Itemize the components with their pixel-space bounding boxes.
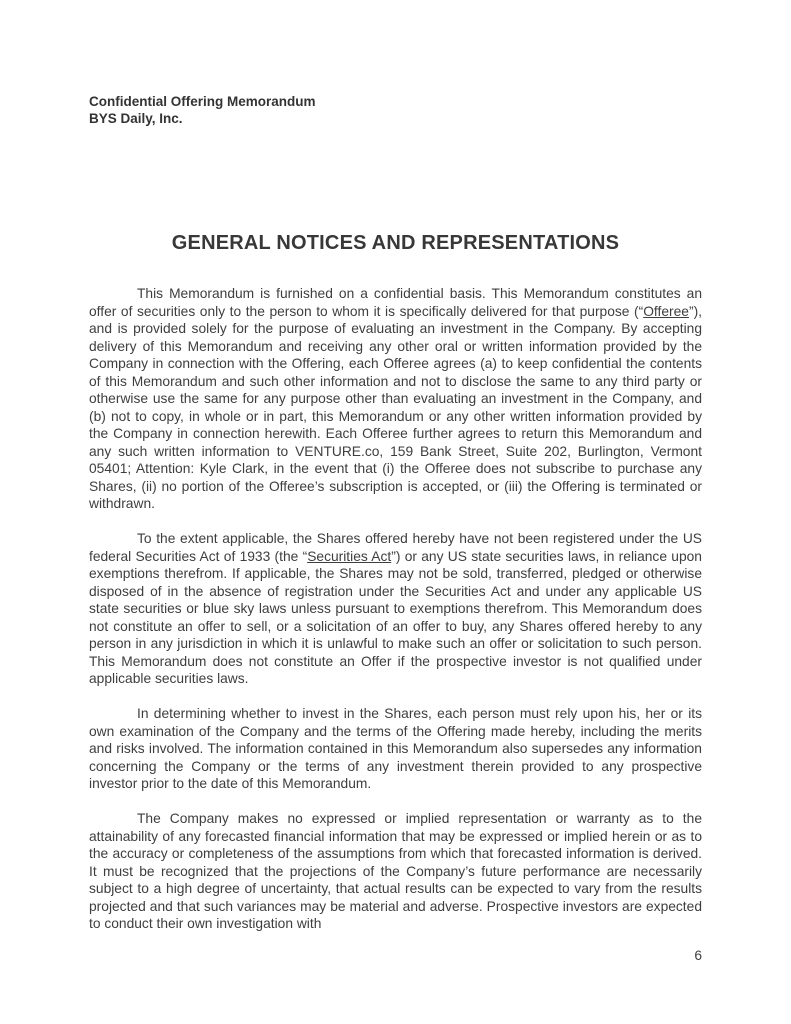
underlined-defined-term: Securities Act xyxy=(307,548,392,564)
paragraph xyxy=(89,530,702,688)
underlined-defined-term: Offeree xyxy=(643,303,689,319)
document-header xyxy=(89,93,702,127)
paragraph xyxy=(89,810,702,933)
header-memorandum-label: Confidential Offering Memorandum xyxy=(89,94,316,109)
document-body xyxy=(89,285,702,933)
page-title: GENERAL NOTICES AND REPRESENTATIONS xyxy=(171,232,620,254)
page-number: 6 xyxy=(694,948,702,963)
text-run: ”) or any US state securities laws, in reliance upon exemptions therefrom. If applicable, the Shares may not be sold, transferred, pledged or otherwise disposed of in the absence of registration under the Securities Act and under any applicable US state securities or blue sky laws unless pursuant to exemptions therefrom. This Memorandum does not constitute an offer to sell, or a solicitation of an offer to buy, any Shares offered hereby to any person in any jurisdiction in which it is unlawful to make such an offer or solicitation to such person. This Memorandum does not constitute an Offer if the prospective investor is not qualified under applicable securities laws. xyxy=(89,548,702,686)
paragraph xyxy=(89,285,702,513)
paragraph xyxy=(89,705,702,793)
text-run: ”), and is provided solely for the purpose of evaluating an investment in the Company. By accepting delivery of this Memorandum and receiving any other oral or written information provided by the Company in connection with the Offering, each Offeree agrees (a) to keep confidential the contents of this Memorandum and such other information and not to disclose the same to any third party or otherwise use the same for any purpose other than evaluating an investment in the Company, and (b) not to copy, in whole or in part, this Memorandum or any other written information provided by the Company in connection herewith. Each Offeree further agrees to return this Memorandum and any such written information to VENTURE.co, 159 Bank Street, Suite 202, Burlington, Vermont 05401; Attention: Kyle Clark, in the event that (i) the Offeree does not subscribe to purchase any Shares, (ii) no portion of the Offeree’s subscription is accepted, or (iii) the Offering is terminated or withdrawn. xyxy=(89,303,702,511)
text-run: This Memorandum is furnished on a confidential basis. This Memorandum constitutes an offer of securities only to the person to whom it is specifically delivered for that purpose (“ xyxy=(89,286,702,319)
text-run: To the extent applicable, the Shares offered hereby have not been registered under the US federal Securities Act of 1933 (the “ xyxy=(89,531,702,564)
text-run: In determining whether to invest in the Shares, each person must rely upon his, her or its own examination of the Company and the terms of the Offering made hereby, including the merits and risks involved. The information contained in this Memorandum also supersedes any information concerning the Company or the terms of any investment therein provided to any prospective investor prior to the date of this Memorandum. xyxy=(89,706,702,791)
header-company-name: BYS Daily, Inc. xyxy=(89,111,183,126)
text-run: The Company makes no expressed or implied representation or warranty as to the attainability of any forecasted financial information that may be expressed or implied herein or as to the accuracy or completeness of the assumptions from which that forecasted information is derived. It must be recognized that the projections of the Company’s future performance are necessarily subject to a high degree of uncertainty, that actual results can be expected to vary from the results projected and that such variances may be material and adverse. Prospective investors are expected to conduct their own investigation with xyxy=(89,811,702,931)
